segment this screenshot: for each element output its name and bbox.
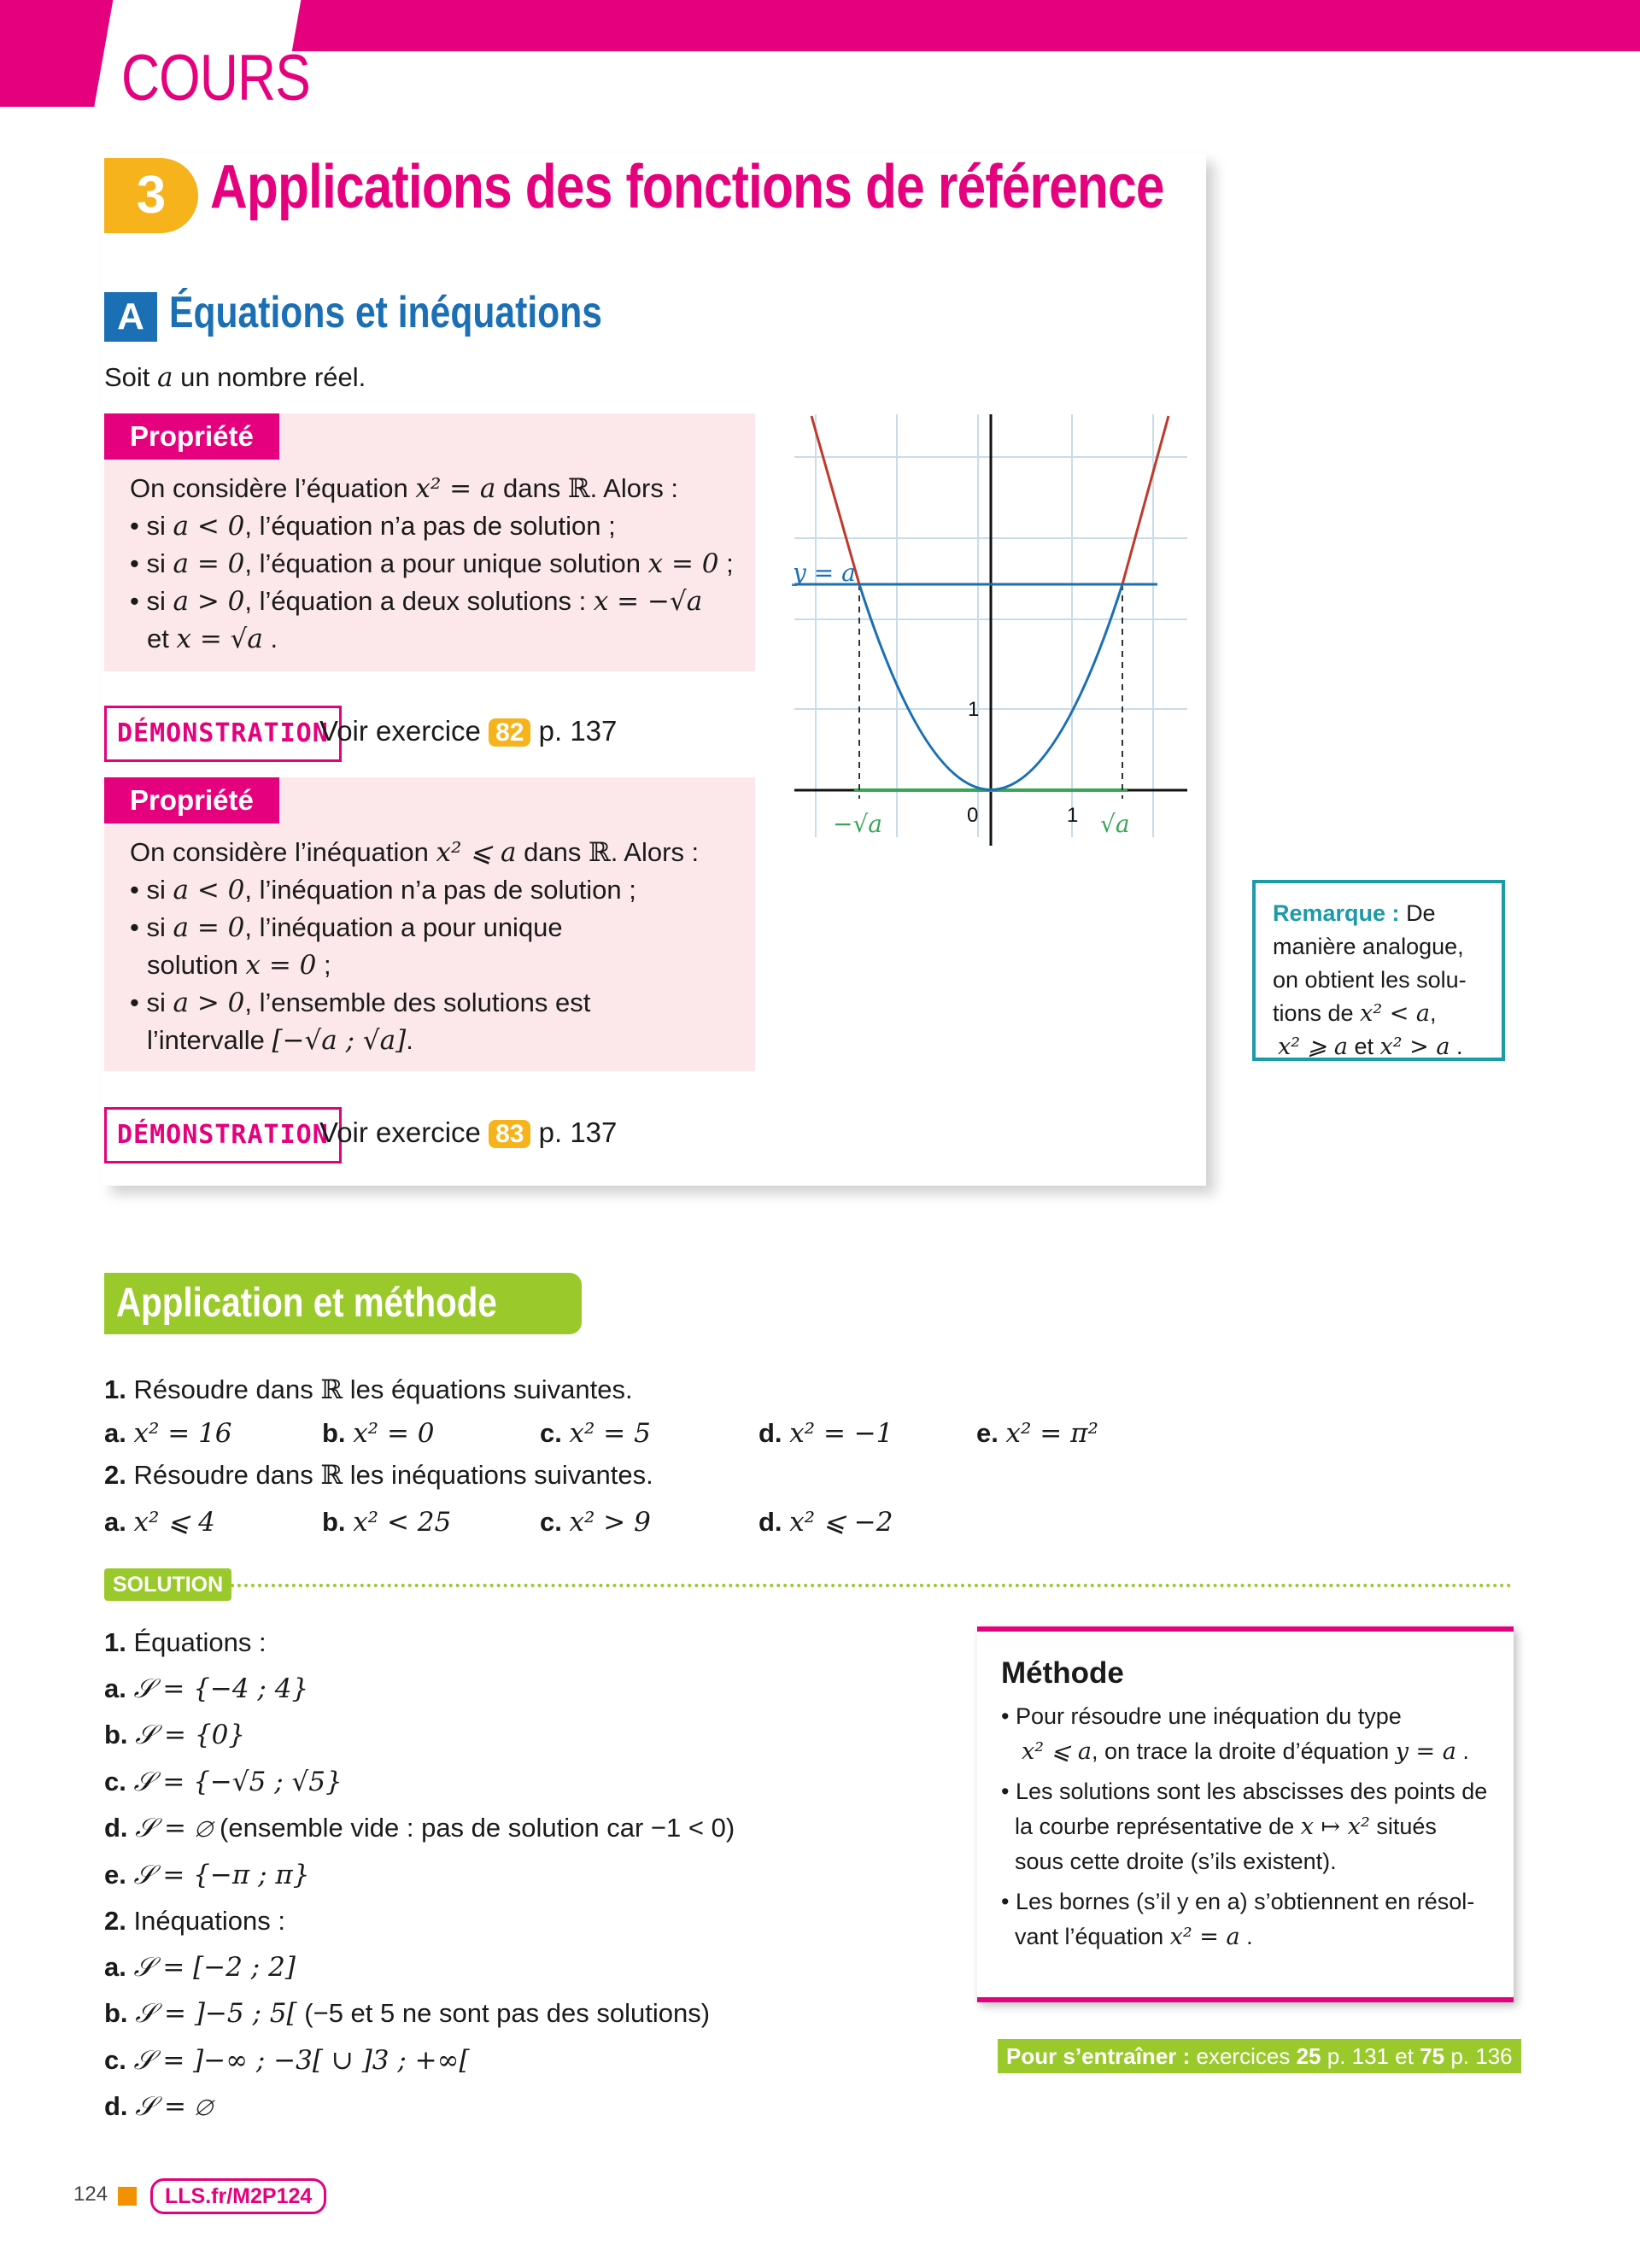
y-one-label: 1	[968, 698, 980, 721]
demonstration-ref-1[interactable]: Voir exercice 82 p. 137	[319, 715, 618, 747]
practice-banner[interactable]: Pour s’entraîner : exercices 25 p. 131 et 75 p. 136	[998, 2039, 1521, 2073]
solution-1a: a. 𝒮 = {−4 ; 4}	[104, 1673, 309, 1704]
solution-badge: SOLUTION	[104, 1568, 231, 1601]
q2-item-c: c. x² > 9	[540, 1507, 651, 1538]
x-one-label: 1	[1067, 804, 1079, 827]
demonstration-ref-2[interactable]: Voir exercice 83 p. 137	[319, 1116, 618, 1148]
q2-item-b: b. x² < 25	[322, 1507, 452, 1538]
exercise-number-83[interactable]: 83	[489, 1120, 530, 1148]
property-label-1: Propriété	[104, 413, 279, 460]
question-2: 2. Résoudre dans ℝ les inéquations suivantes.	[104, 1460, 653, 1491]
chapter-label: COURS	[121, 42, 310, 114]
property2-text: On considère l’inéquation x² ⩽ a dans ℝ. Alors : • si a < 0, l’inéquation n’a pas de solution ; • si a = 0, l’inéquation a pour unique solution x = 0 ; • si a > 0, l’ensemble des solutions est l’intervalle [−√a ; √a].	[130, 837, 700, 1056]
remark-box: Remarque : De manière analogue, on obtient les solu- tions de x² < a, x² ⩾ a et x² > a .	[1252, 880, 1505, 1061]
solution-1b: b. 𝒮 = {0}	[104, 1720, 246, 1750]
q1-item-e: e. x² = π²	[976, 1418, 1098, 1449]
footer-square-icon	[118, 2187, 137, 2206]
question-1: 1. Résoudre dans ℝ les équations suivantes.	[104, 1374, 633, 1405]
section-number: 3	[104, 158, 198, 233]
solution-2c: c. 𝒮 = ]−∞ ; −3[ ∪ ]3 ; +∞[	[104, 2044, 470, 2076]
method-box: Méthode • Pour résoudre une inéquation du type x² ⩽ a, on trace la droite d’équation y = a . • Les solutions sont les abscisses des points de la courbe représentative de x ↦ x² situés sous cette droite (s’ils existent). • Les bornes (s’il y en a) s’obtiennent en résol- vant l’équation x² = a .	[977, 1626, 1514, 2002]
solution-2d: d. 𝒮 = ∅	[104, 2091, 213, 2122]
property-label-2: Propriété	[104, 777, 279, 823]
q2-item-d: d. x² ⩽ −2	[758, 1507, 893, 1538]
section-title: Applications des fonctions de référence	[210, 153, 1164, 221]
solution-list: 1. Équations : a. 𝒮 = {−4 ; 4} b. 𝒮 = {0} c. 𝒮 = {−√5 ; √5} d. 𝒮 = ∅ (ensemble vide : pas de solution car −1 < 0) e. 𝒮 = {−π ; π} 2. Inéquations : a. 𝒮 = [−2 ; 2] b. 𝒮 = ]−5 ; 5[ (−5 et 5 ne sont pas des solutions) c. 𝒮 = ]−∞ ; −3[ ∪ ]3 ; +∞[ d. 𝒮 = ∅	[104, 1620, 735, 2130]
property1-text: On considère l’équation x² = a dans ℝ. Alors : • si a < 0, l’équation n’a pas de solution ; • si a = 0, l’équation a pour unique solution x = 0 ; • si a > 0, l’équation a deux solutions : x = −√a et x = √a .	[130, 473, 734, 654]
subsection-letter: A	[104, 292, 157, 342]
solution-divider	[231, 1584, 1512, 1587]
pos-root-label: √a	[1100, 810, 1130, 838]
method-title: Méthode	[1001, 1656, 1124, 1690]
q2-item-a: a. x² ⩽ 4	[104, 1507, 215, 1538]
demonstration-label-1: DÉMONSTRATION	[104, 706, 342, 762]
solution-2b: b. 𝒮 = ]−5 ; 5[ (−5 et 5 ne sont pas des solutions)	[104, 1998, 711, 2029]
solution-1c: c. 𝒮 = {−√5 ; √5}	[104, 1766, 343, 1797]
q1-item-d: d. x² = −1	[758, 1418, 893, 1449]
subsection-title: Équations et inéquations	[169, 288, 602, 337]
intro-line: Soit a un nombre réel.	[104, 362, 366, 393]
application-banner: Application et méthode	[104, 1273, 582, 1334]
solution-1d: d. 𝒮 = ∅ (ensemble vide : pas de solution car −1 < 0)	[104, 1813, 735, 1843]
q1-item-c: c. x² = 5	[540, 1418, 651, 1449]
solution-2a: a. 𝒮 = [−2 ; 2]	[104, 1951, 296, 1983]
demonstration-label-2: DÉMONSTRATION	[104, 1107, 342, 1163]
solution-1e: e. 𝒮 = {−π ; π}	[104, 1859, 310, 1890]
parabola-graph	[786, 406, 1196, 867]
exercise-number-82[interactable]: 82	[489, 718, 530, 747]
origin-label: 0	[967, 804, 979, 827]
footer-link[interactable]: LLS.fr/M2P124	[150, 2178, 326, 2214]
page-number: 124	[73, 2183, 108, 2206]
parabola-outside-right	[1122, 416, 1168, 584]
neg-root-label: −√a	[833, 810, 882, 838]
line-label: y = a	[793, 559, 856, 587]
q1-item-b: b. x² = 0	[322, 1418, 435, 1449]
q1-item-a: a. x² = 16	[104, 1418, 232, 1449]
header-bar	[282, 0, 1640, 51]
